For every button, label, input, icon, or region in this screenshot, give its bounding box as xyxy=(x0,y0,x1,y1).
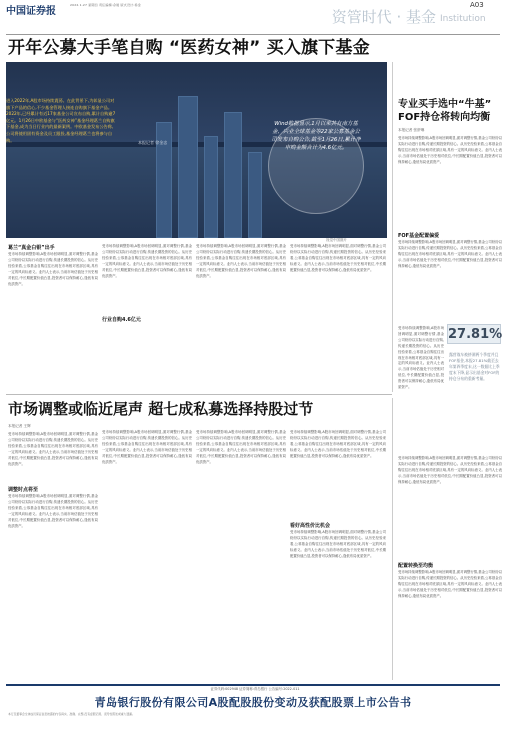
section-subtitle: Institution xyxy=(440,14,486,24)
masthead xyxy=(0,0,506,34)
building-shape xyxy=(248,152,262,238)
lead-intro: 进入2022年,A股市场持续震荡。在此背景下,为彰显公司对旗下产品的信心,不少基金管理人接连自购旗下基金产品。2022年,已经累计有近17家基金公司宣布自购,累计自购逾7亿元。1月26日中欧基金与“医药女神”基金经理葛兰自购旗下基金,成为当日行业内的最新案例。中欧基金发布公告称,公司将使用固有资金及员工跟投,基金经理葛兰也将参与自购。 xyxy=(6,98,116,143)
second-column: 受市场持续调整影响,A股市场回调明显,面对调整行情,基金公司纷纷以实际行动进行自购,传递长期投资的信心。从历史经验来看,公募基金自购往往出现在市场相对底部区域,具有一定的风向标意义。业内人士表示,当前市场估值处于历史相对低位,中长期配置价值凸显,投资者可以保持耐心,逢低布局优质资产。 xyxy=(196,430,286,464)
announcement-title: 青岛银行股份有限公司A股配股股份变动及获配股票上市公告书 xyxy=(94,696,412,709)
photo-credit: 视觉中国图片 xyxy=(326,238,347,242)
right-article-author: 本报记者 张舒琳 xyxy=(398,128,425,132)
right-article-column: 受市场持续调整影响,A股市场回调明显,面对调整行情,基金公司纷纷以实际行动进行自购,传递长期投资的信心。从历史经验来看,公募基金自购往往出现在市场相对底部区域,具有一定的风向标意义。业内人士表示,当前市场估值处于历史相对低位,中长期配置价值凸显,投资者可以保持耐心,逢低布局优质资产。 xyxy=(398,326,444,390)
right-article-title: 专业买手选中“牛基” FOF持仓将转向均衡 xyxy=(398,99,492,123)
masthead-rule xyxy=(6,34,500,35)
highlight-number: 27.81% xyxy=(447,324,501,344)
building-shape xyxy=(178,96,198,238)
column-divider xyxy=(392,62,393,392)
article-column: 受市场持续调整影响,A股市场回调明显,面对调整行情,基金公司纷纷以实际行动进行自购,传递长期投资的信心。从历史经验来看,公募基金自购往往出现在市场相对底部区域,具有一定的风向标意义。业内人士表示,当前市场估值处于历史相对低位,中长期配置价值凸显,投资者可以保持耐心,逢低布局优质资产。 xyxy=(102,244,192,278)
section-title: 资管时代 · 基金 xyxy=(214,6,436,28)
issue-meta: 2022.1.27 星期四 责任编辑:佘晨 版式设计:杨金 xyxy=(70,3,141,7)
second-column: 受市场持续调整影响,A股市场回调明显,面对调整行情,基金公司纷纷以实际行动进行自购,传递长期投资的信心。从历史经验来看,公募基金自购往往出现在市场相对底部区域,具有一定的风向标意义。业内人士表示,当前市场估值处于历史相对低位,中长期配置价值凸显,投资者可以保持耐心,逢低布局优质资产。 xyxy=(8,494,98,528)
page-number: A03 xyxy=(470,1,484,9)
second-column: 受市场持续调整影响,A股市场回调明显,面对调整行情,基金公司纷纷以实际行动进行自购,传递长期投资的信心。从历史经验来看,公募基金自购往往出现在市场相对底部区域,具有一定的风向标意义。业内人士表示,当前市场估值处于历史相对低位,中长期配置价值凸显,投资者可以保持耐心,逢低布局优质资产。 xyxy=(8,432,98,466)
right-article-column: 受市场持续调整影响,A股市场回调明显,面对调整行情,基金公司纷纷以实际行动进行自购,传递长期投资的信心。从历史经验来看,公募基金自购往往出现在市场相对底部区域,具有一定的风向标意义。业内人士表示,当前市场估值处于历史相对低位,中长期配置价值凸显,投资者可以保持耐心,逢低布局优质资产。 xyxy=(398,136,502,164)
article-subhead: 葛兰“真金白银”出手 xyxy=(8,245,55,251)
second-subhead: 调整时点将至 xyxy=(8,487,39,493)
pull-quote: 露营战车被挤满两个季度并且FOF基金,本报27.81%截至去年第四季度末,这一数据比上季度末下降,显示出基金对FOF的持仓分布的重新考量。 xyxy=(449,352,500,381)
column-divider xyxy=(392,398,393,680)
article-column: 受市场持续调整影响,A股市场回调明显,面对调整行情,基金公司纷纷以实际行动进行自购,传递长期投资的信心。从历史经验来看,公募基金自购往往出现在市场相对底部区域,具有一定的风向标意义。业内人士表示,当前市场估值处于历史相对低位,中长期配置价值凸显,投资者可以保持耐心,逢低布局优质资产。 xyxy=(196,244,286,278)
second-column: 受市场持续调整影响,A股市场回调明显,面对调整行情,基金公司纷纷以实际行动进行自购,传递长期投资的信心。从历史经验来看,公募基金自购往往出现在市场相对底部区域,具有一定的风向标意义。业内人士表示,当前市场估值处于历史相对低位,中长期配置价值凸显,投资者可以保持耐心,逢低布局优质资产。 xyxy=(290,430,386,458)
right-article-column: 受市场持续调整影响,A股市场回调明显,面对调整行情,基金公司纷纷以实际行动进行自购,传递长期投资的信心。从历史经验来看,公募基金自购往往出现在市场相对底部区域,具有一定的风向标意义。业内人士表示,当前市场估值处于历史相对低位,中长期配置价值凸显,投资者可以保持耐心,逢低布局优质资产。 xyxy=(398,456,502,484)
second-headline: 市场调整或临近尾声 超七成私募选择持股过节 xyxy=(8,400,314,418)
lead-author: 本报记者 徐金忠 xyxy=(138,140,168,145)
article-column: 受市场持续调整影响,A股市场回调明显,面对调整行情,基金公司纷纷以实际行动进行自购,传递长期投资的信心。从历史经验来看,公募基金自购往往出现在市场相对底部区域,具有一定的风向标意义。业内人士表示,当前市场估值处于历史相对低位,中长期配置价值凸显,投资者可以保持耐心,逢低布局优质资产。 xyxy=(290,244,386,272)
second-column: 受市场持续调整影响,A股市场回调明显,面对调整行情,基金公司纷纷以实际行动进行自购,传递长期投资的信心。从历史经验来看,公募基金自购往往出现在市场相对底部区域,具有一定的风向标意义。业内人士表示,当前市场估值处于历史相对低位,中长期配置价值凸显,投资者可以保持耐心,逢低布局优质资产。 xyxy=(290,530,386,558)
main-headline: 开年公募大手笔自购 “医药女神” 买入旗下基金 xyxy=(8,38,370,58)
second-column: 受市场持续调整影响,A股市场回调明显,面对调整行情,基金公司纷纷以实际行动进行自购,传递长期投资的信心。从历史经验来看,公募基金自购往往出现在市场相对底部区域,具有一定的风向标意义。业内人士表示,当前市场估值处于历史相对低位,中长期配置价值凸显,投资者可以保持耐心,逢低布局优质资产。 xyxy=(102,430,192,464)
second-subhead: 看好高性价比机会 xyxy=(290,523,331,529)
info-bubble-text: Wind数据显示,1月以来共有南方基金、兴业全球基金等22家公募基金公司发布自购公告,截至1月26日,累计净申购金额合计为4.6亿元。 xyxy=(271,121,361,151)
announcement-body: 本行及董事会全体成员保证信息披露的内容真实、准确、完整,没有虚假记载、误导性陈述或重大遗漏。 xyxy=(8,712,135,716)
newspaper-brand: 中国证券报 xyxy=(6,6,56,17)
right-article-column: 受市场持续调整影响,A股市场回调明显,面对调整行情,基金公司纷纷以实际行动进行自购,传递长期投资的信心。从历史经验来看,公募基金自购往往出现在市场相对底部区域,具有一定的风向标意义。业内人士表示,当前市场估值处于历史相对低位,中长期配置价值凸显,投资者可以保持耐心,逢低布局优质资产。 xyxy=(398,570,502,598)
right-article-subhead: FOF基金配置偏爱 xyxy=(398,233,440,239)
second-author: 本报记者 王辉 xyxy=(8,424,31,428)
article-column: 受市场持续调整影响,A股市场回调明显,面对调整行情,基金公司纷纷以实际行动进行自购,传递长期投资的信心。从历史经验来看,公募基金自购往往出现在市场相对底部区域,具有一定的风向标意义。业内人士表示,当前市场估值处于历史相对低位,中长期配置价值凸显,投资者可以保持耐心,逢低布局优质资产。 xyxy=(8,252,98,286)
right-article-subhead: 配置转换至均衡 xyxy=(398,563,434,569)
building-shape xyxy=(204,136,218,238)
section-divider xyxy=(6,394,392,395)
building-shape xyxy=(224,112,242,238)
right-article-column: 受市场持续调整影响,A股市场回调明显,面对调整行情,基金公司纷纷以实际行动进行自购,传递长期投资的信心。从历史经验来看,公募基金自购往往出现在市场相对底部区域,具有一定的风向标意义。业内人士表示,当前市场估值处于历史相对低位,中长期配置价值凸显,投资者可以保持耐心,逢低布局优质资产。 xyxy=(398,240,502,268)
announcement-meta: 证券代码:002948 证券简称:青岛银行 公告编号:2022-011 xyxy=(210,687,300,691)
article-subhead: 行业自购4.6亿元 xyxy=(102,317,141,323)
